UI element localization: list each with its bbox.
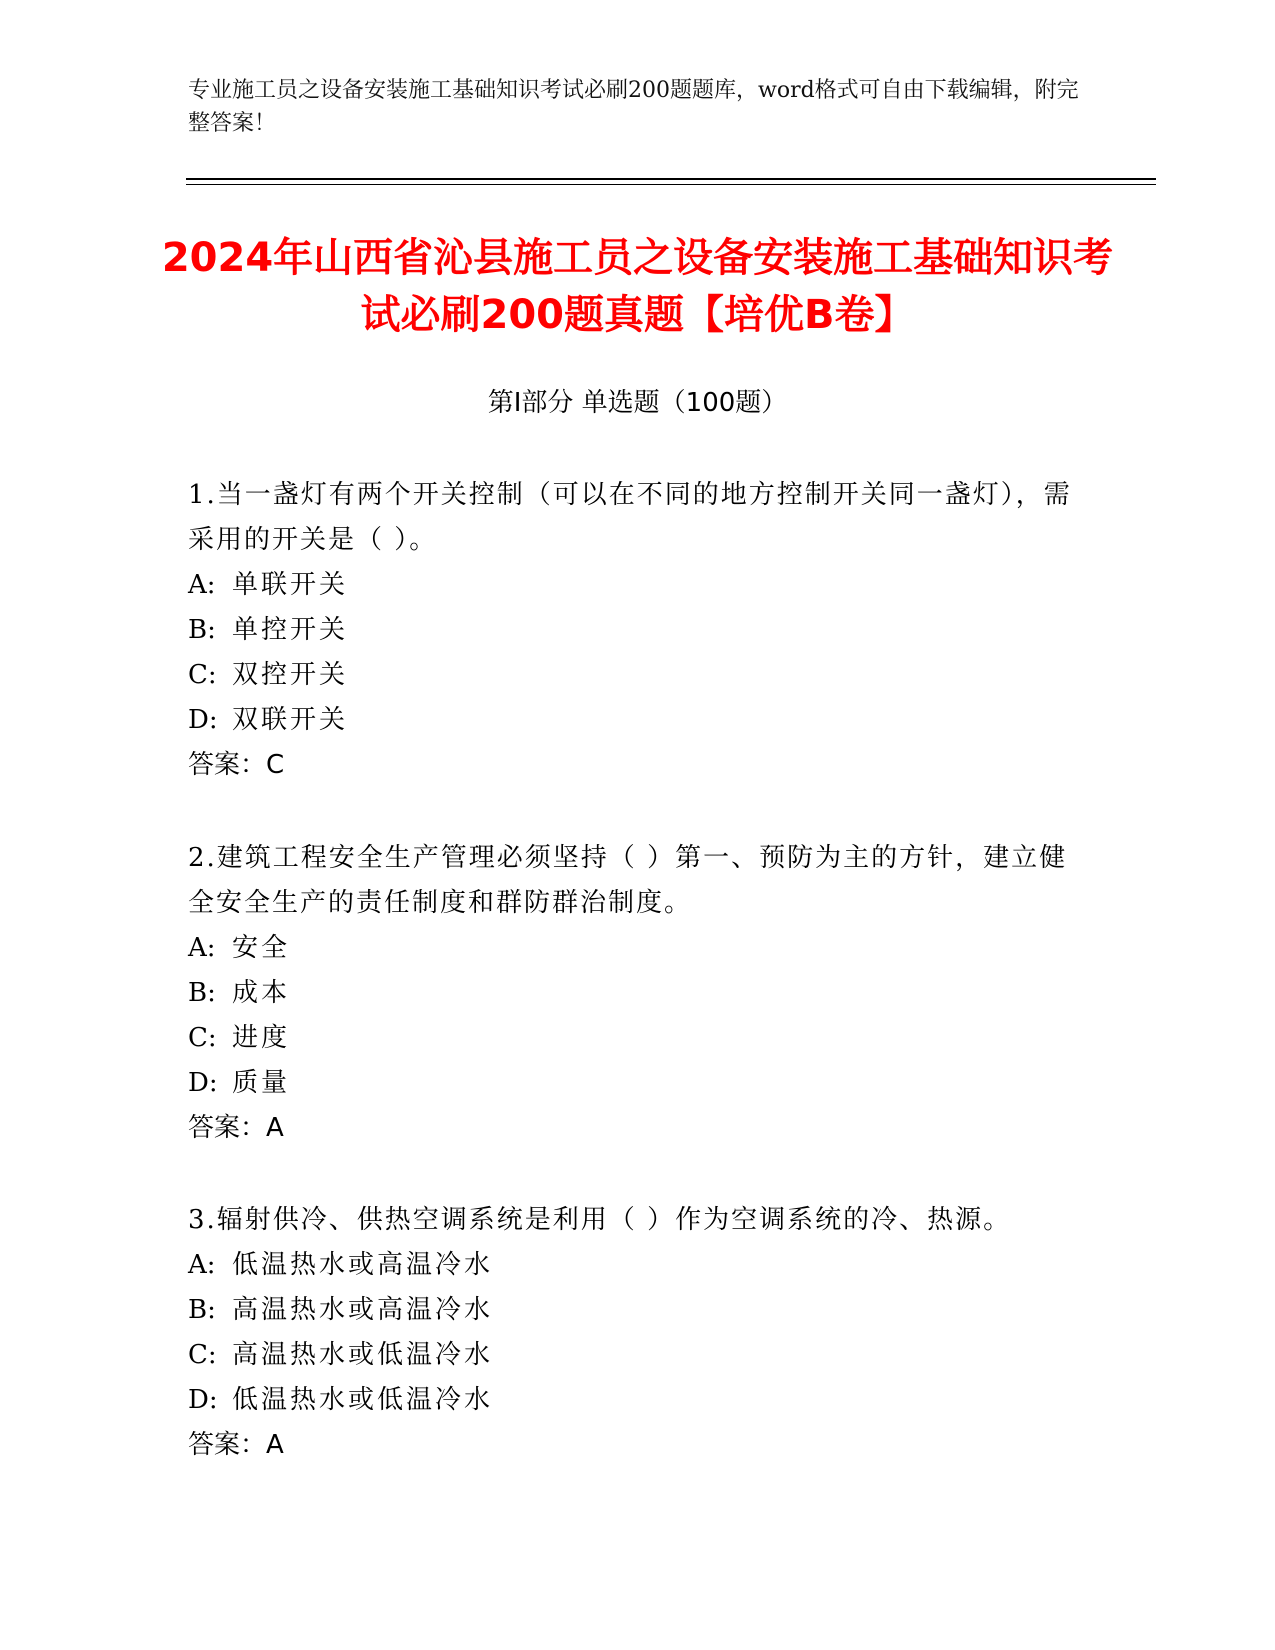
option-text: 单联开关 bbox=[232, 570, 349, 600]
option-letter: B: bbox=[188, 615, 216, 645]
option-a bbox=[188, 926, 1088, 971]
question-text: 2.建筑工程安全生产管理必须坚持（ ）第一、预防为主的方针，建立健全安全生产的责任制度和群防群治制度。 bbox=[188, 843, 1068, 918]
option-text: 双控开关 bbox=[232, 660, 349, 690]
option-d bbox=[188, 1378, 1088, 1423]
option-c bbox=[188, 1333, 1088, 1378]
answer-line: 答案：A bbox=[188, 1430, 284, 1460]
option-letter: D: bbox=[188, 1385, 218, 1415]
option-b bbox=[188, 971, 1088, 1016]
option-c bbox=[188, 1016, 1088, 1061]
option-text: 质量 bbox=[232, 1068, 291, 1098]
question-text: 1.当一盏灯有两个开关控制（可以在不同的地方控制开关同一盏灯），需采用的开关是（ ）。 bbox=[188, 480, 1072, 555]
option-d bbox=[188, 698, 1088, 743]
option-text: 单控开关 bbox=[232, 615, 349, 645]
option-a bbox=[188, 1243, 1088, 1288]
header-divider-thick bbox=[186, 178, 1156, 180]
answer-line: 答案：C bbox=[188, 750, 285, 780]
option-letter: A: bbox=[188, 570, 216, 600]
option-text: 安全 bbox=[232, 933, 291, 963]
option-letter: B: bbox=[188, 1295, 216, 1325]
option-d bbox=[188, 1061, 1088, 1106]
header-note: 专业施工员之设备安装施工基础知识考试必刷200题题库，word格式可自由下载编辑，附完整答案！ bbox=[188, 78, 1079, 136]
question-text: 3.辐射供冷、供热空调系统是利用（ ）作为空调系统的冷、热源。 bbox=[188, 1205, 1012, 1235]
question-block bbox=[188, 1198, 1088, 1468]
option-text: 低温热水或高温冷水 bbox=[232, 1250, 494, 1280]
option-a bbox=[188, 563, 1088, 608]
section-title: 第I部分 单选题（100题） bbox=[487, 388, 788, 418]
option-letter: D: bbox=[188, 1068, 218, 1098]
option-text: 成本 bbox=[232, 978, 291, 1008]
option-text: 双联开关 bbox=[232, 705, 349, 735]
option-letter: C: bbox=[188, 1340, 217, 1370]
option-c bbox=[188, 653, 1088, 698]
option-letter: C: bbox=[188, 660, 217, 690]
option-letter: C: bbox=[188, 1023, 217, 1053]
header-divider-thin bbox=[186, 184, 1156, 185]
option-letter: D: bbox=[188, 705, 218, 735]
option-text: 高温热水或高温冷水 bbox=[232, 1295, 494, 1325]
question-block bbox=[188, 473, 1088, 788]
option-letter: A: bbox=[188, 933, 216, 963]
option-text: 低温热水或低温冷水 bbox=[232, 1385, 494, 1415]
question-block bbox=[188, 836, 1088, 1151]
option-letter: A: bbox=[188, 1250, 216, 1280]
document-title: 2024年山西省沁县施工员之设备安装施工基础知识考试必刷200题真题【培优B卷】 bbox=[161, 235, 1114, 338]
option-text: 高温热水或低温冷水 bbox=[232, 1340, 494, 1370]
option-text: 进度 bbox=[232, 1023, 291, 1053]
answer-line: 答案：A bbox=[188, 1113, 284, 1143]
option-b bbox=[188, 1288, 1088, 1333]
option-letter: B: bbox=[188, 978, 216, 1008]
option-b bbox=[188, 608, 1088, 653]
